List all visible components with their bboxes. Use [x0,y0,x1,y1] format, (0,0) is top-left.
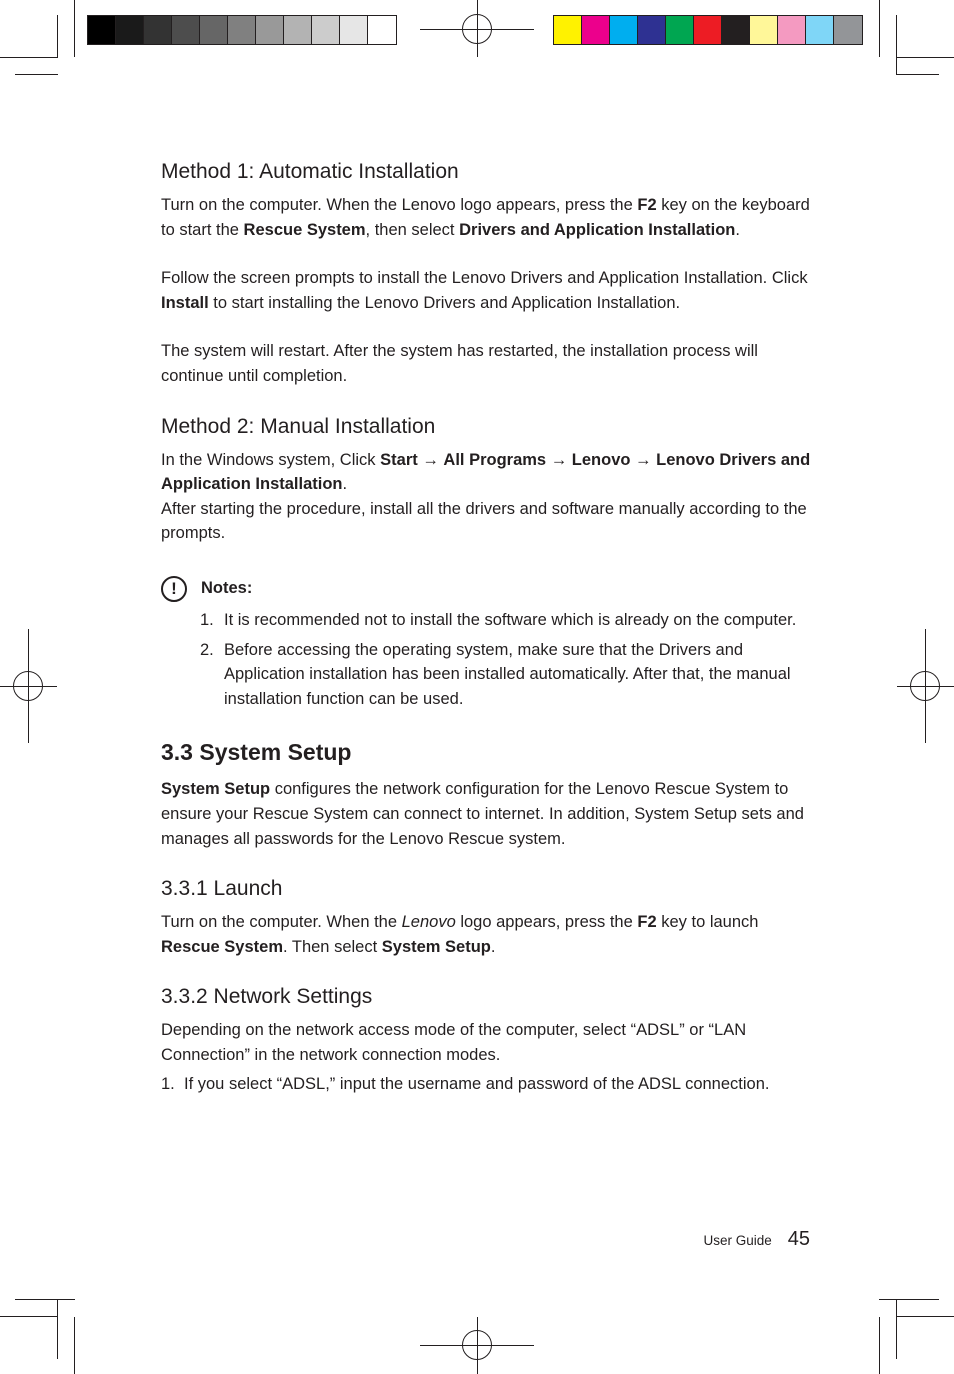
list-text: If you select “ADSL,” input the username and password of the ADSL connection. [184,1075,770,1094]
text: Turn on the computer. When the Lenovo logo appears, press the [161,196,638,214]
text: Follow the screen prompts to install the Lenovo Drivers and Application Installation. Click [161,269,808,288]
text: key to launch [656,913,759,932]
install-term: Install [161,293,209,312]
page-number: 45 [787,1228,810,1250]
crop-mark [896,74,939,75]
page-footer [703,1228,810,1251]
section-3-3-heading: 3.3 System Setup [161,739,352,766]
arrow: → [546,450,572,469]
crop-mark [74,0,75,57]
color-swatch [834,16,862,44]
crop-mark [896,1299,897,1359]
color-swatch [200,16,228,44]
text: to start installing the Lenovo Drivers and Application Installation. [208,293,681,312]
method1-paragraph-2 [161,266,813,315]
color-swatch [806,16,834,44]
rescue-system-term: Rescue System [243,220,366,239]
color-swatch [694,16,722,44]
system-setup-paragraph [161,777,813,851]
list-text: Before accessing the operating system, make sure that the Drivers and Application installation has been installed automatically. After that, the manual installation function can be used. [224,640,791,708]
method1-heading: Method 1: Automatic Installation [161,160,459,183]
arrow: → [630,450,657,469]
list-number: 2. [200,640,214,659]
crop-mark [897,57,954,58]
text: , then select [365,220,460,239]
crop-mark [896,15,897,75]
launch-paragraph [161,910,813,959]
color-swatch [228,16,256,44]
all-programs-term: All Programs [443,450,547,469]
color-swatch [88,16,116,44]
network-list [161,1072,813,1097]
crop-mark [0,57,57,58]
method1-paragraph-3: The system will restart. After the system has restarted, the installation process will continue until completion. [161,342,758,385]
text: logo appears, press the [455,913,638,932]
text: configures the network configuration for the Lenovo Rescue System to ensure your Rescue System can connect to internet. In addition, System Setup sets and manages all passwords for the Lenovo Rescue system. [161,780,804,848]
rescue-system-term: Rescue System [161,937,283,956]
crop-mark [15,74,58,75]
crop-mark [74,1317,75,1374]
text: key on the keyboard to start the [161,196,810,239]
method1-paragraph-1 [161,193,813,242]
crop-mark [15,1299,75,1300]
grayscale-color-bar [87,15,397,45]
crop-mark [0,1316,57,1317]
color-swatch [256,16,284,44]
lenovo-term: Lenovo [571,450,631,469]
color-swatch [666,16,694,44]
text: Turn on the computer. When the [161,913,402,932]
color-swatch [116,16,144,44]
drivers-installation-term: Lenovo Drivers and Application Installation [161,450,811,494]
registration-mark-icon [462,14,492,44]
color-swatch [610,16,638,44]
color-swatch [144,16,172,44]
crop-mark [879,1317,880,1374]
notes-list [200,608,813,711]
color-swatch [582,16,610,44]
page-content [161,158,813,1097]
color-swatch [340,16,368,44]
text: . Then select [283,937,382,956]
notes-header [161,576,813,602]
registration-mark-icon [910,671,940,701]
method2-paragraph-2: After starting the procedure, install all the drivers and software manually according to the prompts. [161,499,807,543]
notes-block [161,576,813,711]
system-setup-term: System Setup [161,780,271,799]
exclamation-circle-icon: ! [161,576,187,602]
list-item [200,638,813,712]
list-number: 1. [161,1075,175,1094]
crop-mark [879,0,880,57]
section-3-3-2-heading: 3.3.2 Network Settings [161,985,373,1009]
text: . [490,937,496,956]
crop-mark [57,1299,58,1359]
color-swatch [750,16,778,44]
crop-mark [879,1299,939,1300]
arrow: → [417,450,444,469]
method2-heading: Method 2: Manual Installation [161,414,436,438]
color-swatch [722,16,750,44]
start-term: Start [380,450,418,469]
process-color-bar [553,15,863,45]
text: . [735,220,740,239]
lenovo-italic: Lenovo [401,913,456,932]
list-number: 1. [200,610,214,629]
color-swatch [172,16,200,44]
footer-label: User Guide [703,1233,772,1248]
key-f2: F2 [637,196,657,214]
drivers-installation-term: Drivers and Application Installation [459,220,736,239]
color-swatch [312,16,340,44]
color-swatch [778,16,806,44]
crop-mark [57,15,58,58]
key-f2: F2 [637,913,657,932]
section-3-3-1-heading: 3.3.1 Launch [161,877,283,901]
method2-paragraph-1 [161,448,813,497]
registration-mark-icon [462,1330,492,1360]
system-setup-term: System Setup [381,937,491,956]
text: In the Windows system, Click [161,450,381,469]
list-text: It is recommended not to install the software which is already on the computer. [224,610,797,629]
crop-mark [897,1316,954,1317]
list-item [161,1072,813,1097]
registration-mark-icon [13,671,43,701]
color-swatch [554,16,582,44]
text: . [342,475,348,494]
color-swatch [638,16,666,44]
network-paragraph: Depending on the network access mode of the computer, select “ADSL” or “LAN Connection” in the network connection modes. [161,1021,747,1064]
list-item [200,608,813,633]
color-swatch [284,16,312,44]
notes-label: Notes: [201,579,253,598]
color-swatch [368,16,396,44]
